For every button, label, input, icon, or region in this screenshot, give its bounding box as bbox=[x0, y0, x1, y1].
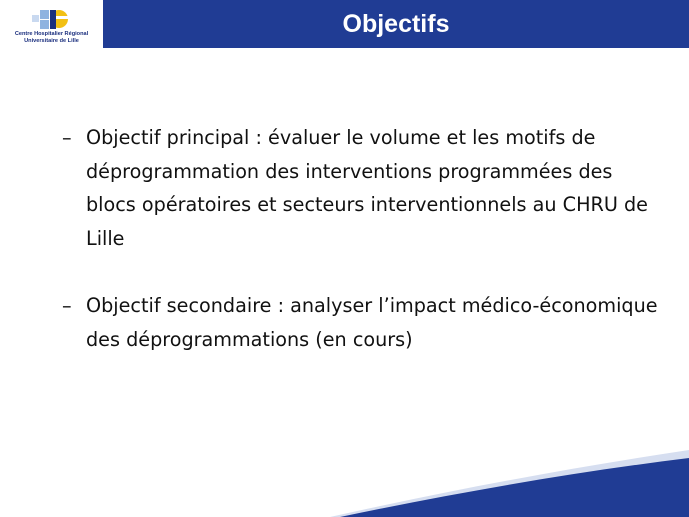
logo-text-line-1: Centre Hospitalier Régional bbox=[14, 31, 89, 37]
bullet-dash: – bbox=[62, 294, 72, 317]
bullet-text: Objectif principal : évaluer le volume et les motifs de déprogrammation des interventions programmées des blocs opératoires et secteurs interventionnels au CHRU de Lille bbox=[86, 126, 648, 250]
logo-text-line-2: Universitaire de Lille bbox=[24, 37, 79, 44]
slide-title: Objectifs bbox=[342, 10, 450, 38]
bullet-dash: – bbox=[62, 126, 72, 149]
bullet-text: Objectif secondaire : analyser l’impact médico-économique des déprogrammations (en cours) bbox=[86, 294, 658, 351]
